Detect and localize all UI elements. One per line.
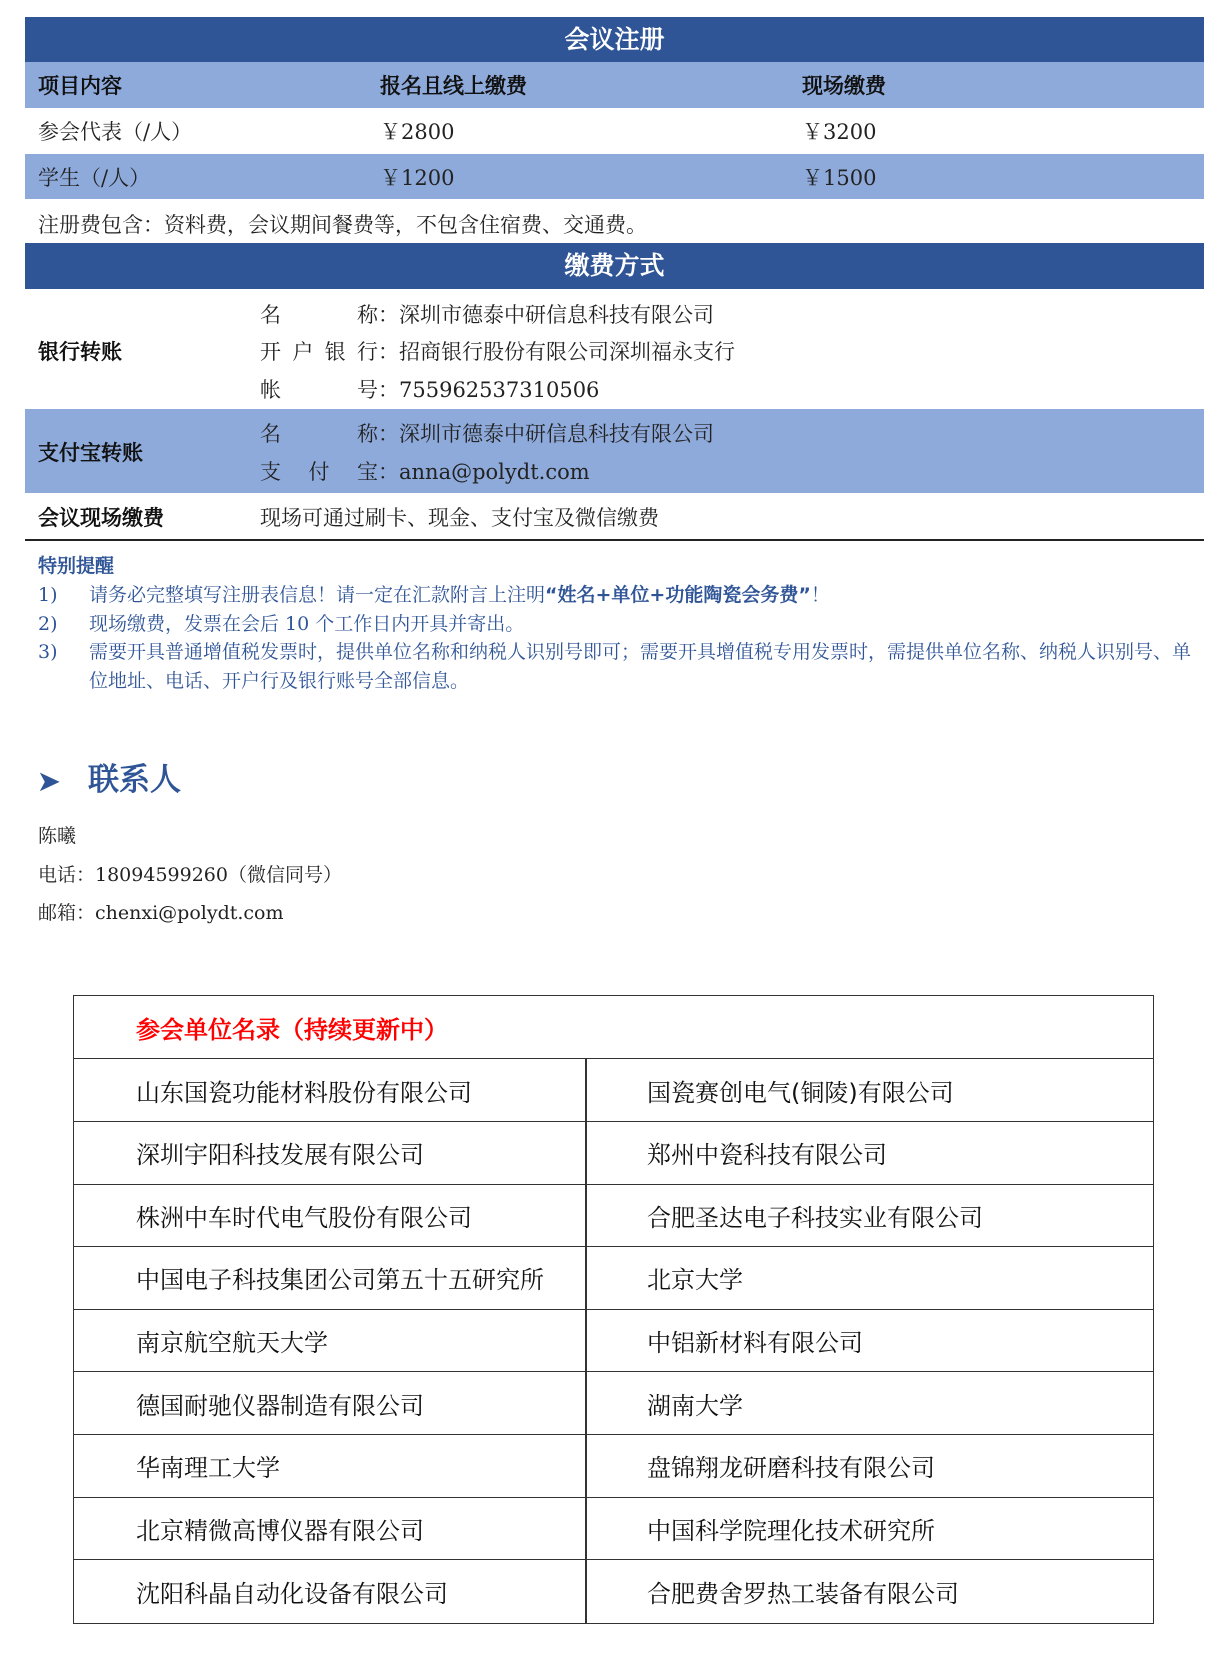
table-row — [74, 1059, 1153, 1122]
attendee-org-left: 中国电子科技集团公司第五十五研究所 — [136, 1266, 544, 1295]
header-online: 报名且线上缴费 — [380, 74, 527, 98]
attendee-table — [73, 995, 1154, 1624]
bank-branch-line — [260, 336, 735, 366]
reminder-text: 需要开具普通增值税发票时，提供单位名称和纳税人识别号即可；需要开具增值税专用发票时，需提供单位名称、纳税人识别号、单位地址、电话、开户行及银行账号全部信息。 — [89, 641, 1192, 692]
attendee-org-left: 德国耐驰仪器制造有限公司 — [136, 1391, 424, 1420]
registration-title-bar — [25, 17, 1204, 62]
bank-label: 银行转账 — [38, 340, 122, 364]
payment-title-bar — [25, 243, 1204, 289]
alipay-name-key: 名 称 — [260, 422, 378, 446]
bank-branch-value: ：招商银行股份有限公司深圳福永支行 — [378, 340, 735, 364]
bank-account-value: ：755962537310506 — [378, 378, 600, 402]
bank-name-line — [260, 299, 714, 329]
reminder-item-3 — [38, 638, 1204, 696]
header-item: 项目内容 — [38, 74, 122, 98]
attendee-org-left: 株洲中车时代电气股份有限公司 — [136, 1203, 472, 1232]
bank-name-key: 名 称 — [260, 303, 378, 327]
contact-heading: 联系人 — [88, 762, 181, 798]
attendee-org-right: 合肥圣达电子科技实业有限公司 — [647, 1203, 983, 1232]
registration-row-delegate — [25, 108, 1204, 154]
table-row — [74, 1309, 1153, 1372]
attendee-org-left: 山东国瓷功能材料股份有限公司 — [136, 1078, 472, 1107]
table-row — [74, 1560, 1153, 1623]
reminder-text-post: ！ — [810, 584, 830, 606]
bank-account-key: 帐 号 — [260, 378, 378, 402]
payment-title: 缴费方式 — [564, 251, 665, 280]
table-row — [74, 1435, 1153, 1498]
attendee-org-right: 中国科学院理化技术研究所 — [647, 1516, 935, 1545]
attendee-org-left: 北京精微高博仪器有限公司 — [136, 1516, 424, 1545]
row-onsite-fee: ￥3200 — [802, 120, 877, 144]
attendee-title: 参会单位名录（持续更新中） — [136, 1016, 448, 1044]
attendee-org-right: 湖南大学 — [647, 1391, 743, 1420]
reminder-text-bold: “姓名+单位+功能陶瓷会务费” — [545, 584, 811, 606]
attendee-org-left: 华南理工大学 — [136, 1454, 280, 1483]
alipay-account-key: 支付宝 — [260, 460, 378, 484]
reminder-text — [89, 581, 1204, 610]
header-onsite: 现场缴费 — [802, 74, 886, 98]
onsite-label: 会议现场缴费 — [38, 506, 164, 530]
reminder-text-pre: 请务必完整填写注册表信息！请一定在汇款附言上注明 — [89, 584, 546, 606]
attendee-org-right: 国瓷赛创电气(铜陵)有限公司 — [647, 1078, 954, 1107]
reminder-number: 3) — [38, 641, 58, 663]
attendee-org-left: 深圳宇阳科技发展有限公司 — [136, 1141, 424, 1170]
registration-row-student — [25, 154, 1204, 199]
table-row — [74, 1122, 1153, 1185]
reminder-item-1 — [38, 581, 1204, 610]
attendee-org-left: 沈阳科晶自动化设备有限公司 — [136, 1579, 448, 1608]
row-label: 参会代表（/人） — [38, 120, 193, 144]
payment-alipay-section — [25, 409, 1204, 493]
contact-heading-row — [38, 754, 181, 799]
registration-note: 注册费包含：资料费，会议期间餐费等，不包含住宿费、交通费。 — [38, 213, 647, 237]
bank-name-value: ：深圳市德泰中研信息科技有限公司 — [378, 303, 714, 327]
contact-phone: 电话：18094599260（微信同号） — [38, 864, 342, 886]
alipay-account-line — [260, 456, 590, 486]
registration-header-row — [25, 62, 1204, 108]
attendee-org-right: 盘锦翔龙研磨科技有限公司 — [647, 1454, 935, 1483]
reminder-item-2 — [38, 610, 1204, 639]
alipay-account-value: ：anna@polydt.com — [378, 460, 590, 484]
table-row — [74, 1247, 1153, 1310]
attendee-org-left: 南京航空航天大学 — [136, 1328, 328, 1357]
attendee-org-right: 北京大学 — [647, 1266, 743, 1295]
row-label: 学生（/人） — [38, 165, 151, 190]
table-row — [74, 1497, 1153, 1560]
payment-bottom-rule — [25, 539, 1204, 541]
attendee-org-right: 郑州中瓷科技有限公司 — [647, 1141, 887, 1170]
onsite-value: 现场可通过刷卡、现金、支付宝及微信缴费 — [260, 506, 659, 530]
payment-onsite-section — [25, 493, 1204, 538]
bank-branch-key: 开户银行 — [260, 340, 378, 364]
bank-account-line — [260, 374, 599, 404]
attendee-title-row — [74, 996, 1153, 1059]
table-row — [74, 1184, 1153, 1247]
registration-title: 会议注册 — [564, 25, 665, 54]
attendee-org-right: 合肥费舍罗热工装备有限公司 — [647, 1579, 959, 1608]
reminder-number: 1) — [38, 584, 58, 606]
contact-email: 邮箱：chenxi@polydt.com — [38, 902, 284, 924]
table-row — [74, 1372, 1153, 1435]
alipay-label: 支付宝转账 — [38, 441, 143, 465]
row-onsite-fee: ￥1500 — [802, 165, 877, 190]
payment-bank-section — [25, 289, 1204, 409]
alipay-name-line — [260, 418, 714, 448]
attendee-org-right: 中铝新材料有限公司 — [647, 1328, 863, 1357]
reminder-text: 现场缴费，发票在会后 10 个工作日内开具并寄出。 — [89, 613, 525, 635]
row-online-fee: ￥1200 — [380, 165, 455, 190]
alipay-name-value: ：深圳市德泰中研信息科技有限公司 — [378, 422, 714, 446]
contact-name: 陈曦 — [38, 825, 77, 847]
row-online-fee: ￥2800 — [380, 120, 455, 144]
arrow-bullet-icon: ➤ — [38, 767, 60, 797]
reminder-number: 2) — [38, 613, 58, 635]
reminders-title: 特别提醒 — [38, 555, 115, 577]
